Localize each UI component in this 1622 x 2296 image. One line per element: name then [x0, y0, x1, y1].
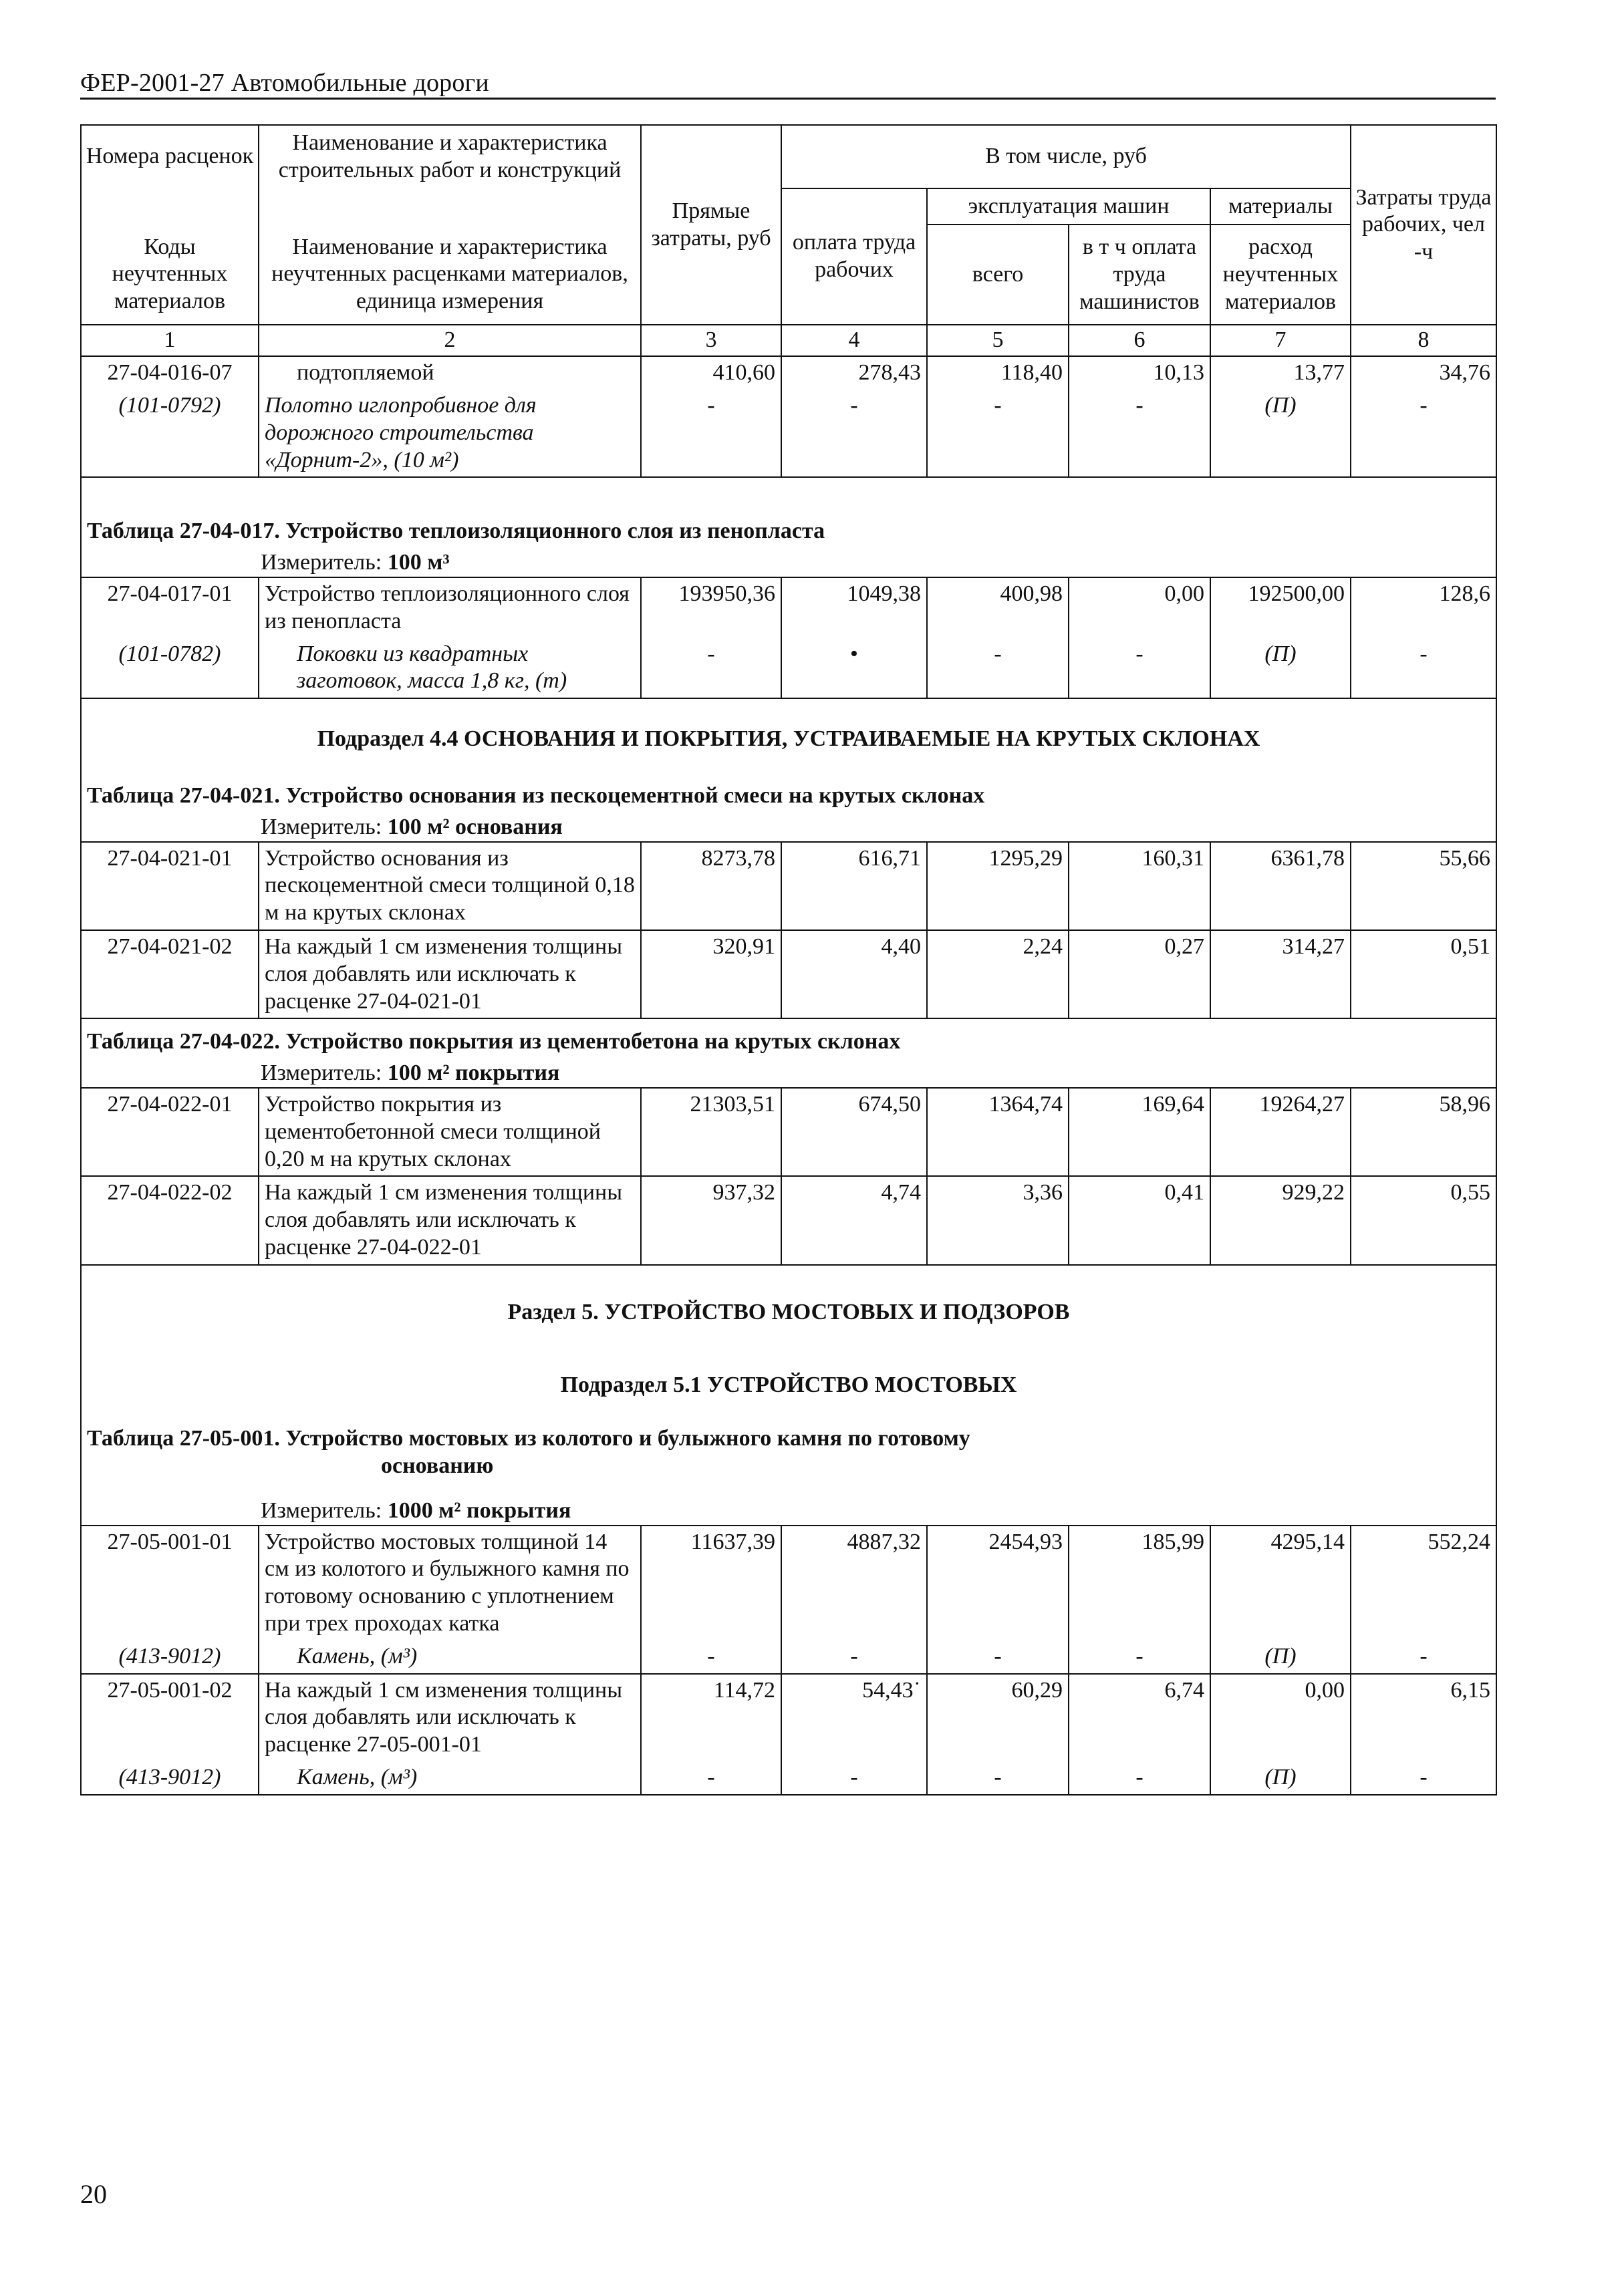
header-material-codes: Коды неучтенных материалов	[81, 225, 259, 325]
table-measure: Измеритель: 100 м² покрытия	[81, 1060, 1496, 1088]
table-title: Таблица 27-04-021. Устройство основания из пескоцементной смеси на крутых склонах	[81, 773, 1496, 814]
rate-name: На каждый 1 см изменения толщины слоя добавлять или исключать к расценке 27-05-001-01	[259, 1674, 641, 1761]
section-heading: Раздел 5. УСТРОЙСТВО МОСТОВЫХ И ПОДЗОРОВ	[81, 1265, 1496, 1338]
header-rule	[80, 98, 1496, 100]
table-title: Таблица 27-05-001. Устройство мостовых из колотого и булыжного камня по готовому основанию	[81, 1419, 1496, 1484]
table-row-material: (413-9012) Камень, (м³) - - - - (П) -	[81, 1640, 1496, 1674]
material-name: Полотно иглопробивное для дорожного строительства «Дорнит-2», (10 м²)	[259, 390, 641, 477]
rate-code: 27-04-022-01	[81, 1088, 259, 1176]
rate-name: Устройство теплоизоляционного слоя из пенопласта	[259, 577, 641, 638]
table-row: 27-04-017-01 Устройство теплоизоляционного слоя из пенопласта 193950,36 1049,38 400,98 0,00 192500,00 128,6	[81, 577, 1496, 638]
rate-code: 27-05-001-02	[81, 1674, 259, 1761]
table-row: 27-05-001-01 Устройство мостовых толщиной 14 см из колотого и булыжного камня по готовому основанию с уплотнением при трех проходах катка 11637,39 4887,32 2454,93 185,99 4295,14 552,24	[81, 1526, 1496, 1640]
rate-code: 27-04-021-02	[81, 930, 259, 1018]
rates-table	[80, 124, 1497, 1796]
header-material-use: расход неучтенных материалов	[1210, 225, 1351, 325]
rate-code: 27-04-016-07	[81, 356, 259, 390]
material-code: (101-0792)	[81, 390, 259, 477]
table-header-row	[81, 188, 1496, 225]
material-name: Камень, (м³)	[259, 1761, 641, 1795]
table-row: 27-04-016-07 подтопляемой 410,60 278,43 118,40 10,13 13,77 34,76	[81, 356, 1496, 390]
table-row-material: (101-0782) Поковки из квадратных заготовок, масса 1,8 кг, (т) - • - - (П) -	[81, 638, 1496, 699]
rate-name: Устройство мостовых толщиной 14 см из колотого и булыжного камня по готовому основанию с уплотнением при трех проходах катка	[259, 1526, 641, 1640]
header-direct-costs: Прямые затраты, руб	[641, 125, 781, 325]
material-name: Камень, (м³)	[259, 1640, 641, 1674]
header-worker-pay: оплата труда рабочих	[781, 188, 927, 325]
table-row-material: (413-9012) Камень, (м³) - - - - (П) -	[81, 1761, 1496, 1795]
table-measure: Измеритель: 1000 м² покрытия	[81, 1484, 1496, 1526]
table-row: 27-05-001-02 На каждый 1 см изменения толщины слоя добавлять или исключать к расценке 27-05-001-01 114,72 54,43˙ 60,29 6,74 0,00 6,15	[81, 1674, 1496, 1761]
header-work-name: Наименование и характеристика строительных работ и конструкций	[259, 125, 641, 188]
page-number: 20	[80, 2179, 107, 2209]
table-title: Таблица 27-04-022. Устройство покрытия из цементобетона на крутых склонах	[81, 1018, 1496, 1060]
rate-code: 27-04-021-01	[81, 842, 259, 930]
table-measure: Измеритель: 100 м² основания	[81, 814, 1496, 842]
material-code: (101-0782)	[81, 638, 259, 699]
rate-code: 27-05-001-01	[81, 1526, 259, 1640]
subsection-heading: Подраздел 4.4 ОСНОВАНИЯ И ПОКРЫТИЯ, УСТРАИВАЕМЫЕ НА КРУТЫХ СКЛОНАХ	[81, 698, 1496, 773]
rate-code: 27-04-022-02	[81, 1176, 259, 1264]
rate-name: На каждый 1 см изменения толщины слоя добавлять или исключать к расценке 27-04-022-01	[259, 1176, 641, 1264]
header-machine-operation: эксплуатация машин	[927, 188, 1210, 225]
material-name: Поковки из квадратных заготовок, масса 1,8 кг, (т)	[259, 638, 641, 699]
table-row: 27-04-022-01 Устройство покрытия из цементобетонной смеси толщиной 0,20 м на крутых склонах 21303,51 674,50 1364,74 169,64 19264,27 58,96	[81, 1088, 1496, 1176]
table-title: Таблица 27-04-017. Устройство теплоизоляционного слоя из пенопласта	[81, 477, 1496, 549]
header-machinist-pay: в т ч оплата труда машинистов	[1069, 225, 1210, 325]
table-row-material: (101-0792) Полотно иглопробивное для дорожного строительства «Дорнит-2», (10 м²) - - - - (П) -	[81, 390, 1496, 477]
rate-name: На каждый 1 см изменения толщины слоя добавлять или исключать к расценке 27-04-021-01	[259, 930, 641, 1018]
column-number-row: 1 2 3 4 5 6 7 8	[81, 325, 1496, 356]
subsection-heading: Подраздел 5.1 УСТРОЙСТВО МОСТОВЫХ	[81, 1338, 1496, 1419]
table-row: 27-04-021-02 На каждый 1 см изменения толщины слоя добавлять или исключать к расценке 27-04-021-01 320,91 4,40 2,24 0,27 314,27 0,51	[81, 930, 1496, 1018]
header-including: В том числе, руб	[781, 125, 1351, 188]
table-row: 27-04-021-01 Устройство основания из пескоцементной смеси толщиной 0,18 м на крутых склонах 8273,78 616,71 1295,29 160,31 6361,78 55,66	[81, 842, 1496, 930]
running-header: ФЕР-2001-27 Автомобильные дороги	[80, 69, 489, 97]
rate-name: Устройство покрытия из цементобетонной смеси толщиной 0,20 м на крутых склонах	[259, 1088, 641, 1176]
table-header-row	[81, 125, 1496, 188]
material-code: (413-9012)	[81, 1640, 259, 1674]
rate-name: подтопляемой	[259, 356, 641, 390]
table-measure: Измеритель: 100 м³	[81, 549, 1496, 577]
header-materials: материалы	[1210, 188, 1351, 225]
material-code: (413-9012)	[81, 1761, 259, 1795]
rate-name: Устройство основания из пескоцементной смеси толщиной 0,18 м на крутых склонах	[259, 842, 641, 930]
header-rate-numbers: Номера расценок	[81, 125, 259, 188]
header-machines-total: всего	[927, 225, 1069, 325]
table-row: 27-04-022-02 На каждый 1 см изменения толщины слоя добавлять или исключать к расценке 27-04-022-01 937,32 4,74 3,36 0,41 929,22 0,55	[81, 1176, 1496, 1264]
rate-code: 27-04-017-01	[81, 577, 259, 638]
header-material-names: Наименование и характеристика неучтенных расценками материалов, единица измерения	[259, 225, 641, 325]
header-labor-hours: Затраты труда рабочих, чел -ч	[1351, 125, 1496, 325]
